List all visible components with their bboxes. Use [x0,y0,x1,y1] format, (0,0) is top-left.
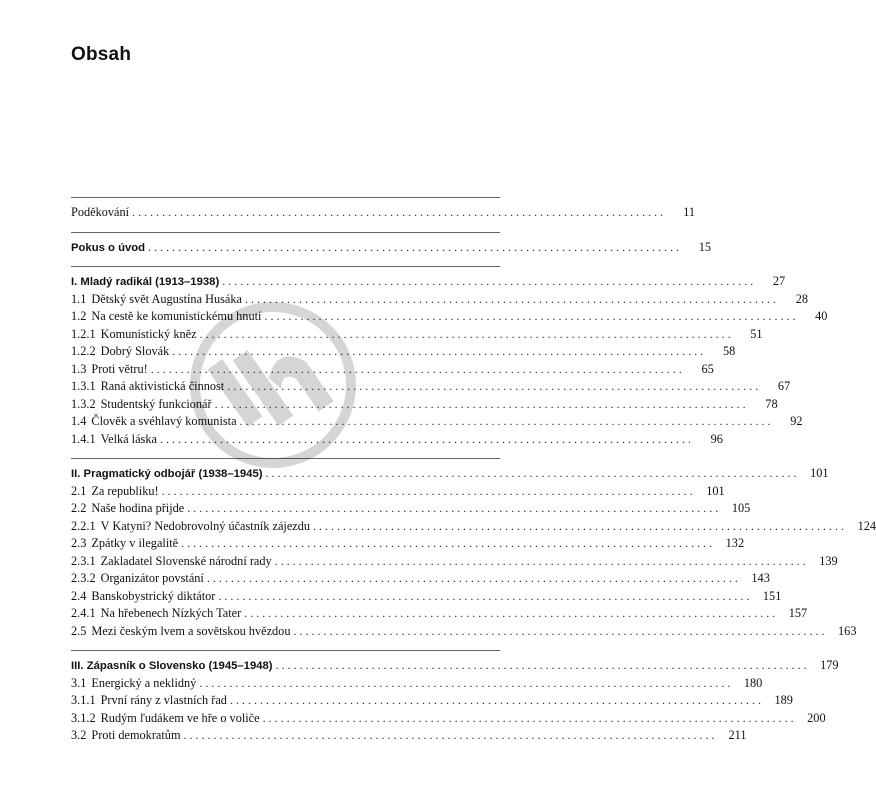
toc-section [71,458,876,640]
toc-entry-number: 1.2 [71,309,87,323]
dot-leader [293,623,824,641]
dot-leader [245,291,776,309]
toc-entry [71,588,782,606]
toc-entry [71,518,876,536]
toc-entry [71,553,838,571]
toc-page-number: 27 [772,274,786,288]
toc-entry-label: Rudým ľudákem ve hře o voliče [100,710,260,725]
dot-leader [187,500,718,518]
toc-entry-number: 1.3 [71,361,87,376]
toc-entry-label: Dětský svět Augustína Husáka [91,291,242,306]
dot-leader [244,605,775,623]
dot-leader [266,465,797,483]
toc-entry-label: Banskobystrický diktátor [91,588,216,603]
toc-page-number: 200 [807,710,826,725]
dot-leader [215,396,746,414]
toc-entry-label: Na cestě ke komunistickému hnutí [91,309,262,323]
toc-page-number: 92 [790,414,803,428]
toc-entry-number: 2.4 [71,588,87,603]
toc-entry-label: Organizátor povstání [100,571,204,585]
toc-entry [71,326,763,344]
toc-chapter-entry [71,239,712,257]
dot-leader [132,204,663,222]
toc-page-number: 67 [777,379,791,393]
toc-page-number: 11 [683,205,696,219]
toc-entry-label: Studentský funkcionář [100,396,212,411]
dot-leader [276,657,807,675]
toc-section [71,197,696,222]
toc-entry [71,483,725,501]
toc-entry-number: 1.2.1 [71,326,96,341]
toc-entry-label: Pokus o úvod [71,241,146,254]
toc-page-number: 163 [838,623,857,638]
toc-entry-number: 3.1.2 [71,710,96,725]
toc-entry [71,291,808,309]
dot-leader [184,727,715,745]
toc-page-number: 189 [774,693,793,707]
toc-entry-label: Energický a neklidný [91,675,197,690]
toc-page-number: 151 [762,588,782,603]
dot-leader [218,588,749,606]
toc-entry-label: Naše hodina přijde [91,501,185,515]
toc-entry-number: 2.5 [71,623,87,638]
toc-entry-label: Velká láska [100,431,157,446]
dot-leader [222,273,753,291]
section-spacer [71,640,500,650]
toc-entry [71,727,747,745]
toc-entry-label: Člověk a svéhlavý komunista [91,414,237,428]
section-spacer [71,256,500,266]
toc-entry-label: Poděkování [71,205,130,219]
toc-entry-number: 3.1.1 [71,693,96,707]
toc-entry-number: 1.3.1 [71,379,96,393]
dot-leader [264,308,795,326]
toc-page-number: 157 [788,606,808,620]
toc-page-number: 51 [750,326,763,341]
toc-entry-label: Raná aktivistická činnost [100,379,225,393]
toc-entry [71,710,826,728]
toc-page-number: 132 [725,536,745,550]
dot-leader [227,378,758,396]
toc-page-number: 179 [820,658,839,672]
toc-entry-label: V Katyni? Nedobrovolný účastník zájezdu [100,518,311,533]
toc-entry [71,535,745,553]
dot-leader [313,518,844,536]
toc-page-number: 101 [706,483,725,498]
toc-chapter-entry [71,465,829,483]
toc-entry [71,396,778,414]
table-of-contents [71,197,876,745]
toc-entry-number: 1.4.1 [71,431,96,446]
toc-entry-label: Za republiku! [91,483,159,498]
page-title: Obsah [71,44,132,65]
toc-entry-label: Mezi českým lvem a sovětskou hvězdou [91,623,291,638]
toc-entry-label: Dobrý Slovák [100,344,170,358]
toc-entry-number: 3.1 [71,675,87,690]
toc-entry-label: Zpátky v ilegalitě [91,536,179,550]
toc-chapter-entry [71,657,839,675]
dot-leader [207,570,738,588]
toc-entry-number: 3.2 [71,728,87,742]
toc-section [71,232,712,257]
toc-entry [71,500,751,518]
toc-entry [71,361,714,379]
toc-entry [71,378,791,396]
toc-page-number: 101 [810,466,829,480]
toc-entry-number: 2.3.1 [71,553,96,568]
toc-page-number: 28 [795,291,808,306]
toc-entry [71,623,857,641]
toc-page-number: 65 [701,361,714,376]
toc-entry [71,413,803,431]
toc-page-number: 211 [728,728,747,742]
toc-entry-label: I. Mladý radikál (1913–1938) [71,276,220,288]
toc-entry-number: 2.2 [71,501,87,515]
toc-chapter-entry [71,273,786,291]
dot-leader [162,483,693,501]
toc-page-number: 40 [815,309,828,323]
toc-entry [71,675,763,693]
dot-leader [200,326,731,344]
dot-leader [148,239,679,257]
toc-entry-number: 2.4.1 [71,606,96,620]
toc-entry [71,431,723,449]
dot-leader [240,413,771,431]
toc-entry [71,570,770,588]
toc-entry-number: 1.1 [71,291,87,306]
toc-entry-label: Proti demokratům [91,728,181,742]
dot-leader [181,535,712,553]
toc-entry [71,308,828,326]
toc-section [71,650,839,745]
toc-entry-label: II. Pragmatický odbojář (1938–1945) [71,468,263,480]
toc-entry [71,343,736,361]
toc-entry [71,605,808,623]
toc-page-number: 139 [819,553,838,568]
toc-entry-number: 2.3 [71,536,87,550]
dot-leader [230,692,761,710]
toc-page-number: 78 [765,396,778,411]
toc-entry-label: Proti větru! [91,361,148,376]
toc-entry-label: Na hřebenech Nízkých Tater [100,606,242,620]
dot-leader [172,343,703,361]
dot-leader [160,431,691,449]
dot-leader [199,675,730,693]
toc-entry-number: 1.3.2 [71,396,96,411]
toc-section [71,266,828,448]
dot-leader [275,553,806,571]
toc-entry-label: III. Zápasník o Slovensko (1945–1948) [71,660,273,672]
section-spacer [71,222,500,232]
toc-page-number: 96 [710,431,723,446]
toc-entry-number: 1.2.2 [71,344,96,358]
section-spacer [71,448,500,458]
toc-entry-label: Komunistický kněz [100,326,197,341]
toc-entry-label: Zakladatel Slovenské národní rady [100,553,272,568]
dot-leader [151,361,682,379]
toc-entry-number: 2.1 [71,483,87,498]
toc-entry [71,692,793,710]
toc-entry-number: 2.3.2 [71,571,96,585]
toc-page-number: 15 [698,239,712,254]
toc-page-number: 180 [743,675,763,690]
toc-entry-number: 2.2.1 [71,518,96,533]
dot-leader [263,710,794,728]
toc-page-number: 124 [857,518,876,533]
toc-entry-label: První rány z vlastních řad [100,693,227,707]
toc-page-number: 105 [731,501,751,515]
toc-entry [71,204,696,222]
toc-entry-number: 1.4 [71,414,87,428]
toc-page-number: 58 [722,344,736,358]
toc-page-number: 143 [751,571,770,585]
